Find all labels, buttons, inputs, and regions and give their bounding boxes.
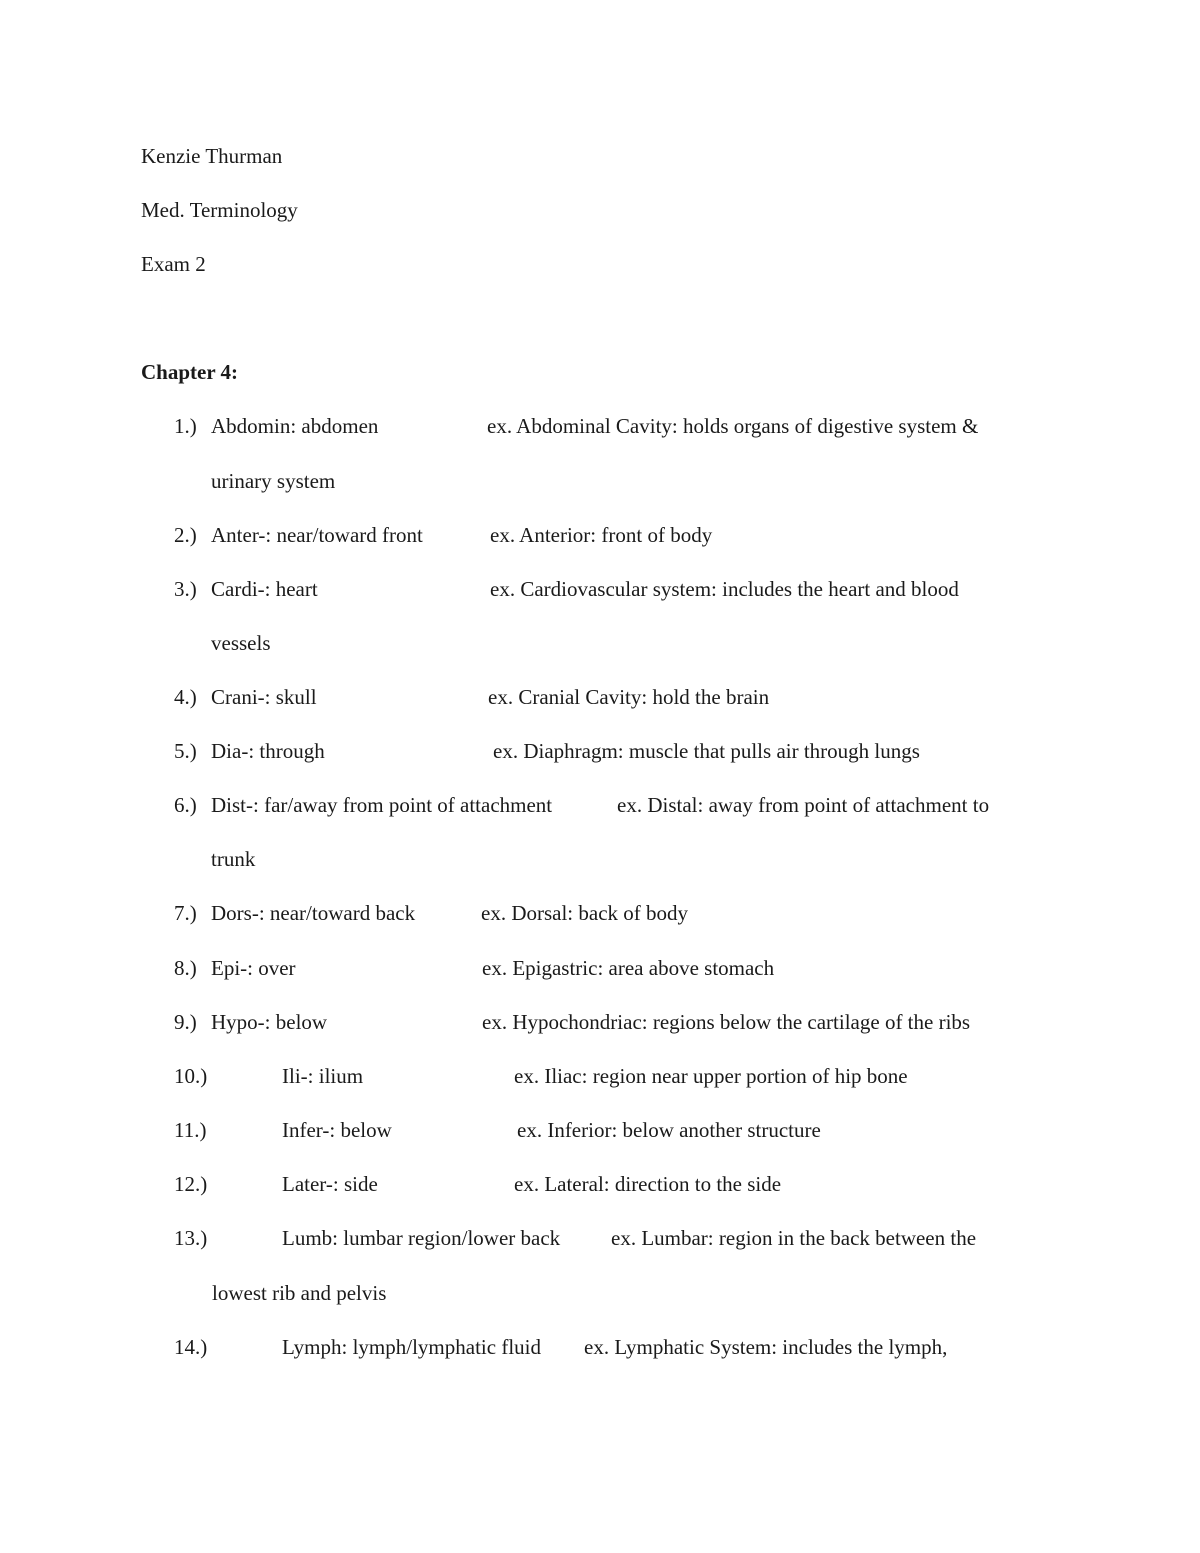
item-number: 4.) [174,685,197,709]
item-number: 7.) [174,901,197,925]
item-number: 9.) [174,1010,197,1034]
item-example: ex. Diaphragm: muscle that pulls air through lungs [493,739,920,763]
item-example-continued: urinary system [211,469,336,493]
item-example: ex. Inferior: below another structure [517,1118,821,1142]
item-term: Ili-: ilium [282,1064,364,1088]
item-example: ex. Cardiovascular system: includes the heart and blood [490,577,959,601]
author-name: Kenzie Thurman [141,144,283,168]
course-name: Med. Terminology [141,198,298,222]
item-term: Infer-: below [282,1118,392,1142]
item-number: 13.) [174,1226,208,1250]
assignment-title: Exam 2 [141,252,206,276]
item-example-continued: lowest rib and pelvis [212,1281,387,1305]
item-example: ex. Iliac: region near upper portion of hip bone [514,1064,908,1088]
item-term: Later-: side [282,1172,378,1196]
item-example-continued: trunk [211,847,256,871]
item-term: Anter-: near/toward front [211,523,423,547]
item-example: ex. Dorsal: back of body [481,901,689,925]
item-example: ex. Epigastric: area above stomach [482,956,775,980]
item-term: Dia-: through [211,739,325,763]
item-number: 8.) [174,956,197,980]
item-number: 2.) [174,523,197,547]
item-term: Lymph: lymph/lymphatic fluid [282,1335,541,1359]
item-example: ex. Lateral: direction to the side [514,1172,782,1196]
item-example: ex. Anterior: front of body [490,523,713,547]
item-number: 10.) [174,1064,208,1088]
item-example: ex. Lumbar: region in the back between the [611,1226,977,1250]
item-example: ex. Abdominal Cavity: holds organs of digestive system & [487,414,979,438]
item-number: 5.) [174,739,197,763]
item-number: 6.) [174,793,197,817]
item-example: ex. Hypochondriac: regions below the cartilage of the ribs [482,1010,971,1034]
item-example-continued: vessels [211,631,271,655]
item-example: ex. Lymphatic System: includes the lymph, [584,1335,948,1359]
item-example: ex. Distal: away from point of attachment to [617,793,990,817]
item-term: Hypo-: below [211,1010,328,1034]
chapter-heading: Chapter 4: [141,360,239,384]
item-term: Dors-: near/toward back [211,901,416,925]
item-term: Cardi-: heart [211,577,318,601]
item-number: 12.) [174,1172,208,1196]
item-number: 11.) [174,1118,207,1142]
item-term: Abdomin: abdomen [211,414,379,438]
item-number: 3.) [174,577,197,601]
item-number: 1.) [174,414,197,438]
item-term: Epi-: over [211,956,296,980]
item-number: 14.) [174,1335,208,1359]
item-term: Crani-: skull [211,685,317,709]
item-term: Dist-: far/away from point of attachment [211,793,553,817]
item-example: ex. Cranial Cavity: hold the brain [488,685,770,709]
item-term: Lumb: lumbar region/lower back [282,1226,561,1250]
